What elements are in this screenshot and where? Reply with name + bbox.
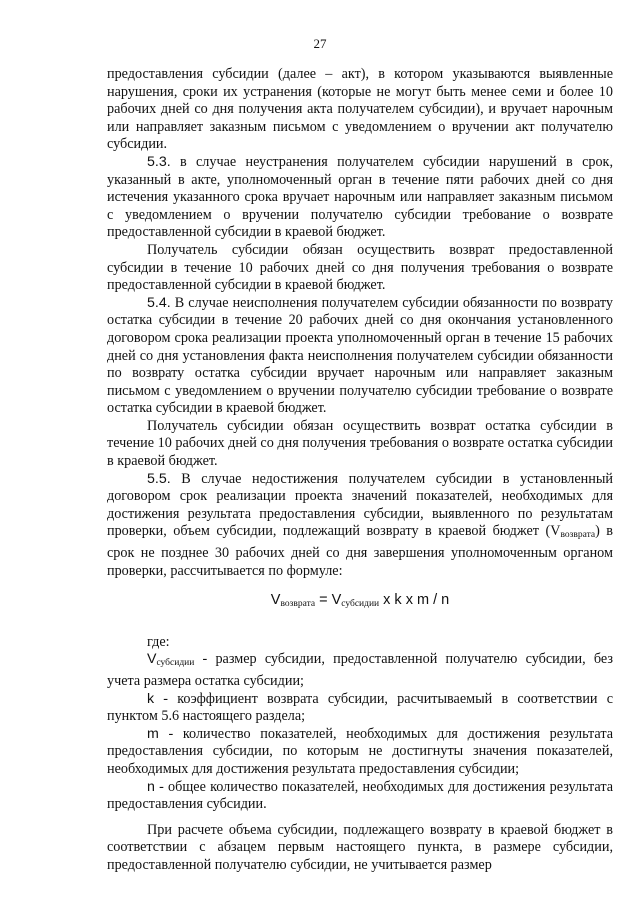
definition-n-text: - общее количество показателей, необходимых для достижения результата предоставления субсидии. — [107, 778, 613, 813]
formula-rest: x k x m / n — [383, 592, 450, 609]
paragraph-5-4-text: В случае неисполнения получателем субсидии обязанности по возврату остатка субсидии в течение 20 рабочих дней со дня окончания установленного договором срока реализации проекта уполномоченный орган в течение 15 рабочих дней со дня установления факта неисполнения получателем субсидии обязанности по возврату остатка субсидии вручает нарочным или направляет заказным письмом с уведомлением о вручении получателю субсидии требование о возврате остатка субсидии в краевой бюджет. — [107, 294, 614, 417]
body-text — [107, 66, 613, 875]
paragraph-return-obligation: Получатель субсидии обязан осуществить возврат предоставленной субсидии в течение 10 рабочих дней со дня получения требования о возврате предоставленной субсидии в краевой бюджет. — [107, 241, 613, 294]
paragraph-5-4 — [107, 295, 613, 418]
paragraph-act: предоставления субсидии (далее – акт), в котором указываются выявленные нарушения, сроки их устранения (которые не могут быть менее семи и более 10 рабочих дней со дня получения акта получателем субсидии), и вручает нарочным или направляет заказным письмом с уведомлением о вручении акт получателю субсидии. — [107, 66, 613, 153]
formula-eq: = V — [319, 592, 342, 609]
definition-v-symbol: V — [147, 651, 157, 668]
definition-m-text: - количество показателей, необходимых для достижения результата предоставления субсидии, по которым не достигнуты значения показателей, необходимых для достижения результата предоставления субсидии; — [107, 725, 613, 777]
paragraph-final: При расчете объема субсидии, подлежащего возврату в краевой бюджет в соответствии с абзацем первым настоящего пункта, в размере субсидии, предоставленной получателю субсидии, не учитывается размер — [107, 821, 613, 873]
section-number-5-4: 5.4. — [147, 294, 171, 311]
where-label: где: — [147, 633, 170, 650]
formula — [107, 592, 613, 614]
paragraph-5-5 — [107, 471, 613, 581]
paragraph-remainder-obligation: Получатель субсидии обязан осуществить возврат остатка субсидии в течение 10 рабочих дней со дня получения требования о возврате остатка субсидии в краевой бюджет. — [107, 417, 613, 470]
definition-n-symbol: n — [147, 778, 155, 795]
paragraph-5-5-text: В случае недостижения получателем субсидии в установленный договором срок реализации проекта значений показателей, необходимых для достижения результата предоставления субсидии, выявленного по результатам проверки, объем субсидии, подлежащий возврату в краевой бюджет (V — [107, 470, 613, 540]
definition-m-symbol: m — [147, 725, 159, 742]
section-number-5-3: 5.3. — [147, 153, 171, 170]
paragraph-5-5-text-end: ) в срок не позднее 30 рабочих дней со дня завершения уполномоченным органом проверки, рассчитывается по формуле: — [107, 523, 613, 579]
paragraph-5-3 — [107, 154, 613, 242]
definition-k-symbol: k — [147, 690, 155, 707]
paragraph-5-3-text: в случае неустранения получателем субсидии нарушений в срок, указанный в акте, уполномоченный орган в течение пяти рабочих дней со дня истечения указанного срока вручает нарочным или направляет заказным письмом с уведомлением о вручении получателю субсидии требование о возврате предоставленной субсидии в краевой бюджет. — [107, 153, 613, 241]
formula-sub-return: возврата — [280, 599, 316, 610]
definition-k — [107, 691, 613, 726]
paragraph-5-5-subscript: возврата — [560, 530, 596, 541]
page-number: 27 — [313, 36, 327, 51]
definition-v-text: - размер субсидии, предоставленной получателю субсидии, без учета размера остатка субсидии; — [107, 651, 613, 689]
formula-sub-subsidy: субсидии — [341, 599, 380, 610]
section-number-5-5: 5.5. — [147, 470, 171, 487]
definition-v — [107, 651, 613, 690]
definition-m — [107, 726, 613, 779]
definition-n — [107, 779, 613, 814]
formula-v: V — [270, 592, 281, 609]
definition-k-text: - коэффициент возврата субсидии, расчитываемый в соответствии с пунктом 5.6 настоящего раздела; — [107, 690, 613, 725]
definition-v-subscript: субсидии — [156, 658, 195, 669]
